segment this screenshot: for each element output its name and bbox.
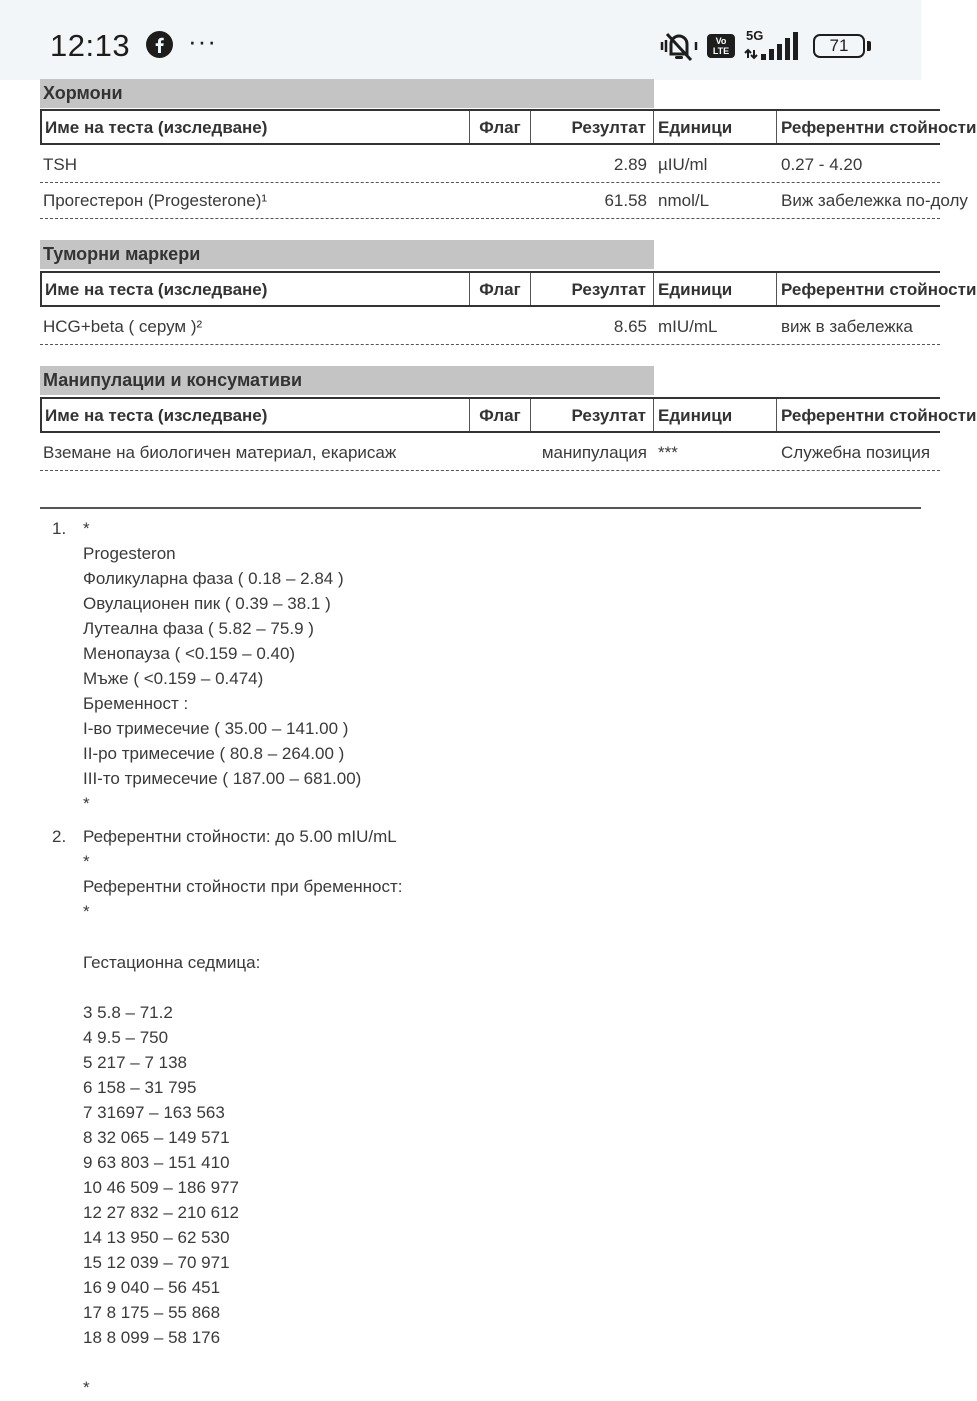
footnote-line: 3 5.8 – 71.2 [83,1003,173,1022]
footnote-line: 14 13 950 – 62 530 [83,1228,230,1247]
footnote-line: * [83,794,90,813]
more-notifications-icon: ··· [188,26,217,56]
col-units-header: Единици [654,273,777,305]
status-bar [0,0,921,80]
footnote-line: III-то тримесечие ( 187.00 – 681.00) [83,769,362,788]
status-time: 12:13 [50,28,131,63]
col-name-header: Име на теста (изследване) [40,399,470,431]
footnote-line: 4 9.5 – 750 [83,1028,169,1047]
footnote-line: I-во тримесечие ( 35.00 – 141.00 ) [83,719,349,738]
table-header [40,271,977,307]
footnote-line: 6 158 – 31 795 [83,1078,197,1097]
test-reference: виж в забележка [781,317,913,336]
footnote-line: II-ро тримесечие ( 80.8 – 264.00 ) [83,744,345,763]
footnote-line: Progesteron [83,544,176,563]
footnote-line: 15 12 039 – 70 971 [83,1253,230,1272]
battery-icon: 71 [813,34,865,58]
section-title-manipulations: Манипулации и консумативи [40,366,654,395]
footnote-line: Референтни стойности при бременност: [83,877,403,896]
table-row [40,435,940,471]
footnote-line: Мъже ( <0.159 – 0.474) [83,669,264,688]
footnote-line: 10 46 509 – 186 977 [83,1178,239,1197]
test-name: Прогестерон (Progesterone)¹ [43,191,268,210]
footnote-line: 17 8 175 – 55 868 [83,1303,221,1322]
footnote-line: 18 8 099 – 58 176 [83,1328,221,1347]
test-units: *** [658,443,678,462]
col-name-header: Име на теста (изследване) [40,111,470,143]
col-name-header: Име на теста (изследване) [40,273,470,305]
footnote-line: 9 63 803 – 151 410 [83,1153,230,1172]
footnote-line: 8 32 065 – 149 571 [83,1128,230,1147]
test-result: манипулация [541,443,647,462]
test-units: nmol/L [658,191,710,210]
footnote-line: Овулационен пик ( 0.39 – 38.1 ) [83,594,331,613]
col-units-header: Единици [654,399,777,431]
table-row [40,183,968,219]
footnote-line: 5 217 – 7 138 [83,1053,187,1072]
network-type: 5G [746,28,764,43]
footnote-line: Менопауза ( <0.159 – 0.40) [83,644,296,663]
test-result: 2.89 [613,155,647,174]
test-result: 8.65 [613,317,647,336]
test-units: mIU/mL [658,317,718,336]
test-result: 61.58 [604,191,647,210]
footnote-number: 1. [52,519,67,538]
table-row [40,309,940,345]
test-reference: 0.27 - 4.20 [781,155,863,174]
col-flag-header: Флаг [470,399,531,431]
test-units: µIU/ml [658,155,708,174]
footnote-number: 2. [52,827,67,846]
footnote-line: * [83,519,90,538]
col-result-header: Резултат [531,399,654,431]
test-name: HCG+beta ( серум )² [43,317,203,336]
footnote-line: 7 31697 – 163 563 [83,1103,225,1122]
table-row [40,147,940,183]
section-title-hormones: Хормони [40,79,654,108]
footnote-line: 12 27 832 – 210 612 [83,1203,239,1222]
notes-divider [40,507,921,509]
footnote-line: * [83,1378,90,1397]
test-name: Вземане на биологичен материал, екарисаж [43,443,397,462]
table-header [40,397,977,433]
facebook-icon [146,31,173,58]
battery-tip [867,41,871,51]
footnote-line: Бременност : [83,694,189,713]
col-flag-header: Флаг [470,273,531,305]
signal-icon [744,28,802,64]
col-reference-header: Референтни стойности [781,280,977,299]
footnote-line: * [83,852,90,871]
test-reference: Служебна позиция [781,443,931,462]
table-header [40,109,977,145]
vibrate-mute-icon [659,28,699,64]
col-flag-header: Флаг [470,111,531,143]
test-name: TSH [43,155,77,174]
footnote-line: Референтни стойности: до 5.00 mIU/mL [83,827,397,846]
col-result-header: Резултат [531,273,654,305]
col-result-header: Резултат [531,111,654,143]
section-title-tumor-markers: Туморни маркери [40,240,654,269]
col-reference-header: Референтни стойности [781,118,977,137]
footnote-line: Лутеална фаза ( 5.82 – 75.9 ) [83,619,314,638]
volte-icon: Vo LTE [707,34,735,58]
test-reference: Виж забележка по-долу [781,191,968,210]
footnote-line: Фоликуларна фаза ( 0.18 – 2.84 ) [83,569,344,588]
col-units-header: Единици [654,111,777,143]
footnote-line: 16 9 040 – 56 451 [83,1278,221,1297]
footnote-line: Гестационна седмица: [83,953,261,972]
col-reference-header: Референтни стойности [781,406,977,425]
footnote-line: * [83,902,90,921]
